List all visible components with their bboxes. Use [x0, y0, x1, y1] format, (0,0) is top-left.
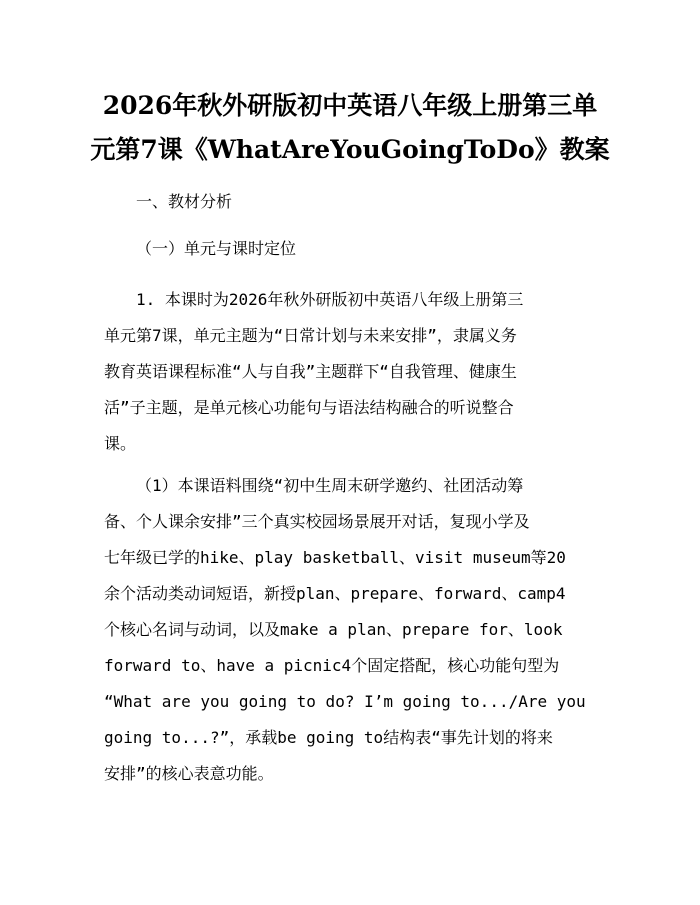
paragraph-line: going to...?”，承载be going to结构表“事先计划的将来 — [104, 728, 553, 747]
paragraph-line: forward to、have a picnic4个固定搭配，核心功能句型为 — [104, 656, 560, 675]
paragraph-line: 余个活动类动词短语，新授plan、prepare、forward、camp4 — [104, 584, 566, 603]
paragraph-line: 1. 本课时为2026年秋外研版初中英语八年级上册第三 — [136, 290, 524, 309]
paragraph-line: 教育英语课程标准“人与自我”主题群下“自我管理、健康生 — [104, 362, 517, 381]
paragraph-2 — [104, 468, 604, 792]
paragraph-line: 备、个人课余安排”三个真实校园场景展开对话，复现小学及 — [104, 512, 530, 531]
paragraph-line: 安排”的核心表意功能。 — [104, 764, 274, 783]
paragraph-line: 课。 — [104, 434, 137, 453]
paragraph-line: 单元第7课，单元主题为“日常计划与未来安排”，隶属义务 — [104, 326, 517, 345]
paragraph-line: （1）本课语料围绕“初中生周末研学邀约、社团活动筹 — [136, 476, 524, 495]
paragraph-1 — [104, 282, 604, 462]
paragraph-line: 个核心名词与动词，以及make a plan、prepare for、look — [104, 620, 563, 639]
section-heading-teaching-material-analysis: 一、教材分析 — [136, 192, 233, 211]
paragraph-line: “What are you going to do? I’m going to.../Are you — [104, 692, 586, 711]
paragraph-line: 活”子主题，是单元核心功能句与语法结构融合的听说整合 — [104, 398, 514, 417]
subsection-heading-unit-and-lesson-position: （一）单元与课时定位 — [136, 239, 297, 258]
document-title-line-2: 元第7课《WhatAreYouGoingToDo》教案 — [90, 135, 610, 164]
paragraph-line: 七年级已学的hike、play basketball、visit museum等20 — [104, 548, 566, 567]
document-title-line-1: 2026年秋外研版初中英语八年级上册第三单 — [102, 91, 598, 120]
